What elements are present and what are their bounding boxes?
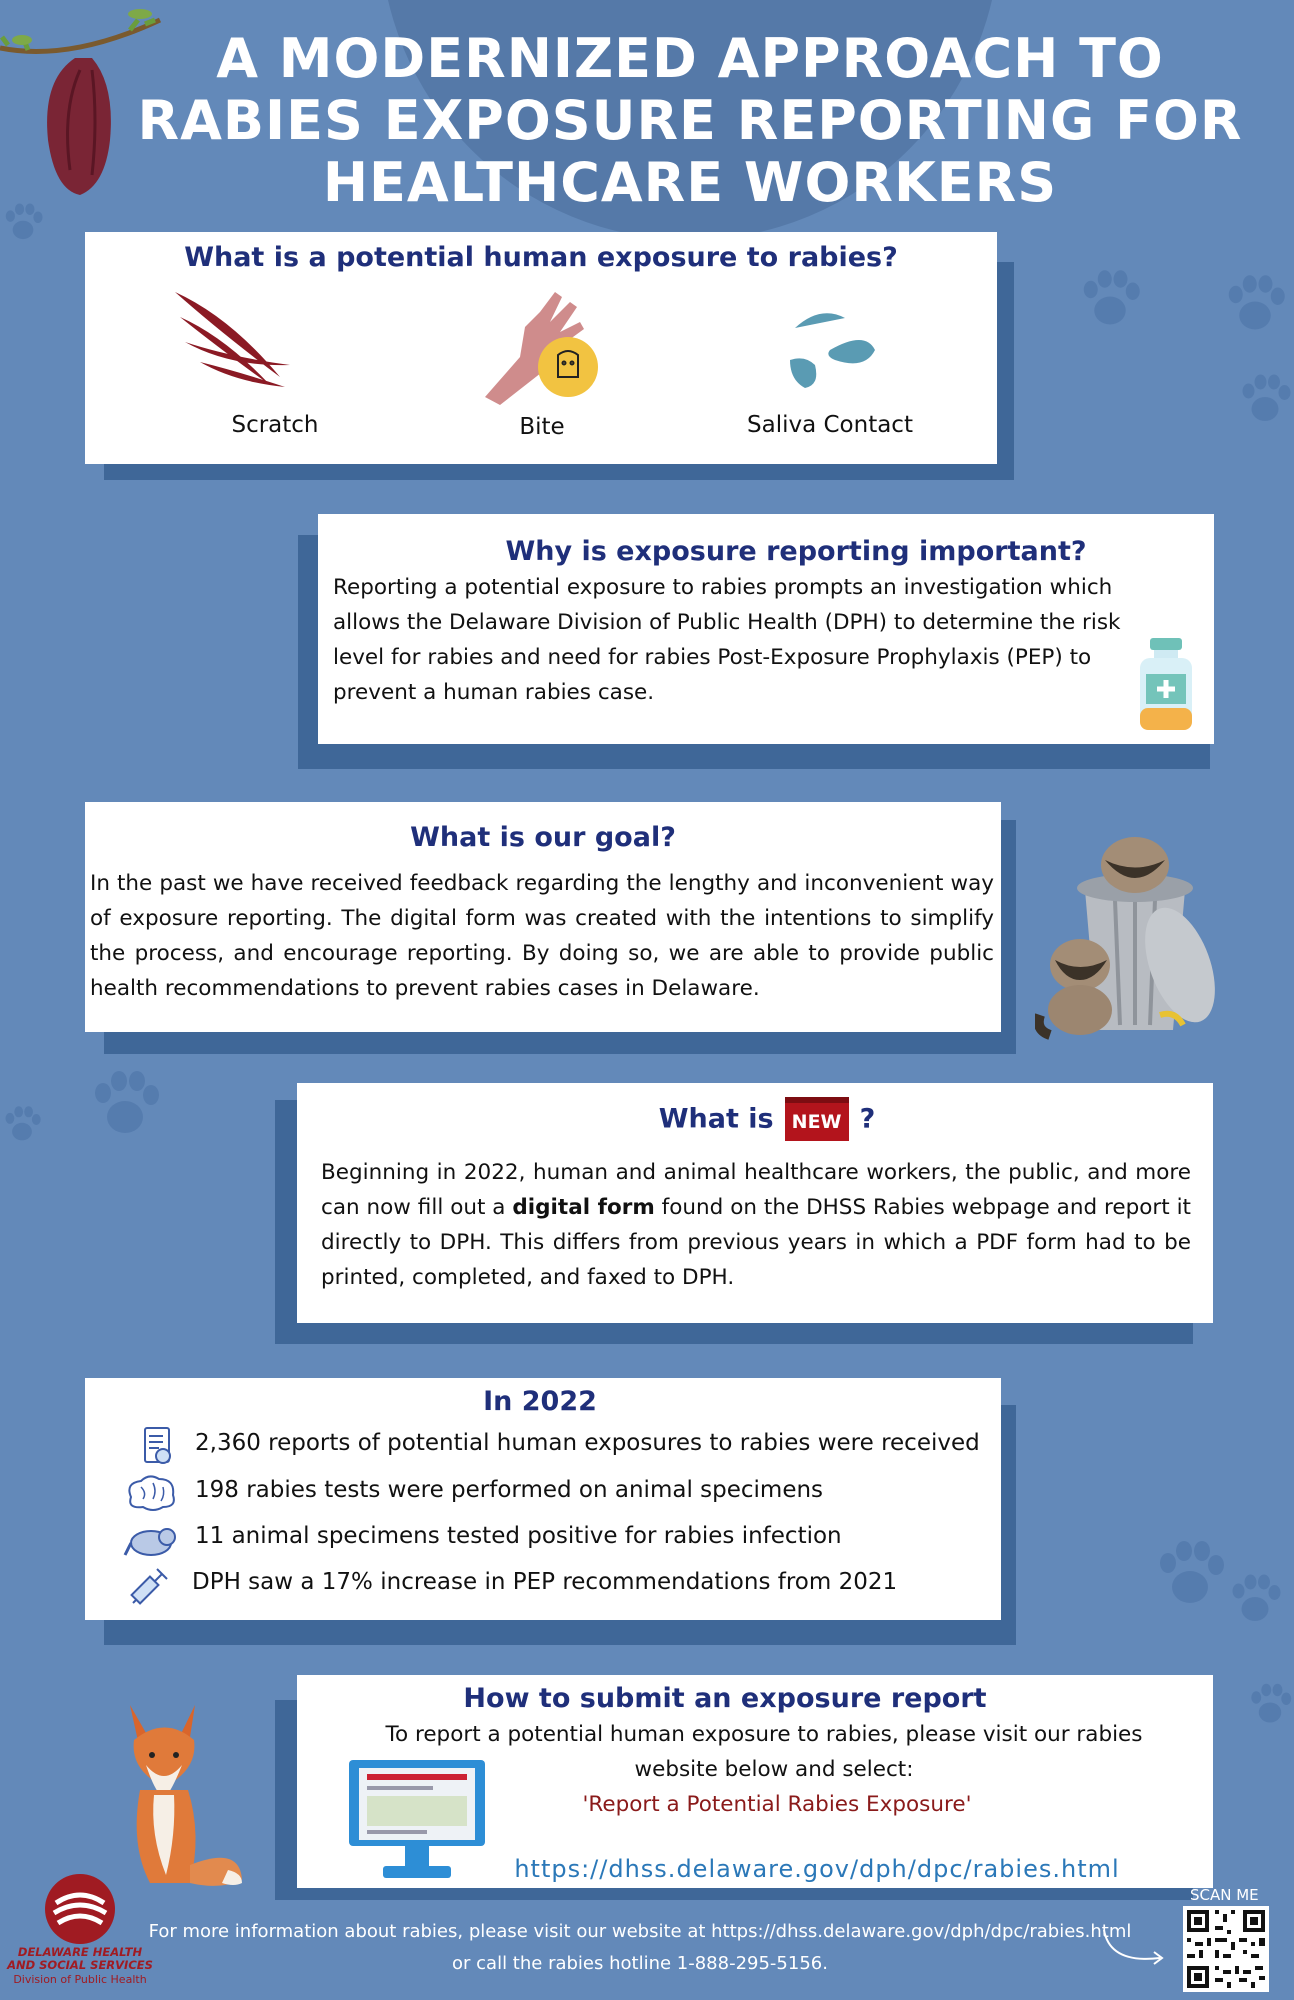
raccoon-icon	[123, 1519, 179, 1561]
report-document-icon	[133, 1426, 179, 1468]
vaccine-vial-icon	[1136, 638, 1196, 734]
paw-print-icon	[0, 1095, 44, 1155]
qr-code[interactable]	[1183, 1906, 1269, 1992]
whats-new-card	[297, 1083, 1213, 1323]
stat-text: 2,360 reports of potential human exposures to rabies were received	[195, 1430, 980, 1456]
paw-print-icon	[85, 1065, 165, 1145]
footer-line1: For more information about rabies, please visit our website at https://dhss.delaware.gov/dph/dpc/rabies.html	[148, 1921, 1132, 1942]
stats-card	[85, 1378, 1001, 1620]
brain-icon	[123, 1473, 179, 1515]
report-exposure-link-label[interactable]: 'Report a Potential Rabies Exposure'	[582, 1792, 972, 1817]
whats-new-heading-prefix: What is	[658, 1103, 774, 1135]
paw-print-icon	[1245, 1675, 1294, 1735]
paw-print-icon	[1220, 270, 1290, 340]
submit-line2: website below and select:	[634, 1757, 914, 1782]
stat-row	[85, 1473, 1001, 1513]
stat-text: DPH saw a 17% increase in PEP recommendations from 2021	[192, 1569, 898, 1595]
whats-new-body	[321, 1155, 1191, 1295]
logo-line2: AND SOCIAL SERVICES	[7, 1958, 153, 1972]
paw-print-icon	[1075, 265, 1145, 335]
importance-body: Reporting a potential exposure to rabies prompts an investigation which allows the Delaware Division of Public Health (DPH) to determine the risk level for rabies and need for rabies Post-Exposure Prophylaxis (PEP) to prevent a human rabies case.	[333, 575, 1121, 705]
exposure-card	[85, 232, 997, 464]
footer-info	[140, 1916, 1140, 1980]
paw-print-icon	[1225, 1565, 1285, 1635]
stat-text: 11 animal specimens tested positive for rabies infection	[195, 1523, 842, 1549]
dhss-logo-text	[4, 1946, 156, 1972]
stat-row	[85, 1426, 1001, 1466]
curved-arrow-icon	[1100, 1924, 1180, 1974]
stats-heading: In 2022	[483, 1386, 597, 1417]
rabies-website-link[interactable]: https://dhss.delaware.gov/dph/dpc/rabies.html	[514, 1855, 1120, 1883]
importance-card	[318, 514, 1214, 744]
syringe-icon	[127, 1565, 173, 1607]
exposure-heading: What is a potential human exposure to rabies?	[184, 242, 898, 273]
raccoons-trash-can-illustration	[1035, 830, 1245, 1040]
submit-line1: To report a potential human exposure to rabies, please visit our rabies	[385, 1722, 1143, 1747]
logo-line1: DELAWARE HEALTH	[17, 1945, 143, 1959]
dhss-logo	[44, 1873, 116, 1945]
whats-new-body-text: Beginning in 2022, human and animal healthcare workers, the public, and more can now fill out a	[321, 1160, 1191, 1220]
paw-print-icon	[1235, 370, 1294, 430]
page-title: A MODERNIZED APPROACH TO RABIES EXPOSURE REPORTING FOR HEALTHCARE WORKERS	[137, 27, 1243, 214]
new-badge: NEW	[785, 1097, 849, 1141]
submit-heading: How to submit an exposure report	[463, 1683, 987, 1714]
rabies-website-url[interactable]	[447, 1855, 1187, 1883]
goal-body: In the past we have received feedback regarding the lengthy and inconvenient way of exposure reporting. The digital form was created with the intentions to simplify the process, and encourage reporting. By doing so, we are able to provide public health recommendations to prevent rabies cases in Delaware.	[90, 871, 994, 1001]
stat-text: 198 rabies tests were performed on animal specimens	[195, 1477, 824, 1503]
dhss-logo-subtitle: Division of Public Health	[13, 1973, 147, 1986]
whats-new-heading	[297, 1097, 1213, 1141]
scratch-icon	[170, 287, 300, 387]
scan-me-label: SCAN ME	[1190, 1886, 1259, 1904]
goal-heading: What is our goal?	[410, 822, 676, 853]
importance-heading: Why is exposure reporting important?	[505, 536, 1087, 567]
bite-icon	[480, 287, 610, 407]
digital-form-emphasis: digital form	[512, 1195, 655, 1220]
exposure-item-label: Scratch	[231, 412, 319, 438]
goal-card	[85, 802, 1001, 1032]
fox-illustration	[110, 1695, 250, 1890]
exposure-item-label: Saliva Contact	[747, 412, 913, 438]
footer-line2: or call the rabies hotline 1-888-295-5156.	[452, 1953, 828, 1974]
submit-card	[297, 1675, 1213, 1888]
saliva-droplets-icon	[785, 310, 885, 390]
paw-print-icon	[1150, 1535, 1230, 1615]
exposure-item-label: Bite	[519, 414, 565, 440]
stat-row	[85, 1519, 1001, 1559]
whats-new-heading-suffix: ?	[859, 1103, 876, 1135]
whats-new-body-text: found on the DHSS Rabies webpage and report it directly to DPH. This differs from previous years in which a PDF form had to be printed, completed, and faxed to DPH.	[321, 1195, 1191, 1290]
stat-row	[85, 1565, 1001, 1605]
